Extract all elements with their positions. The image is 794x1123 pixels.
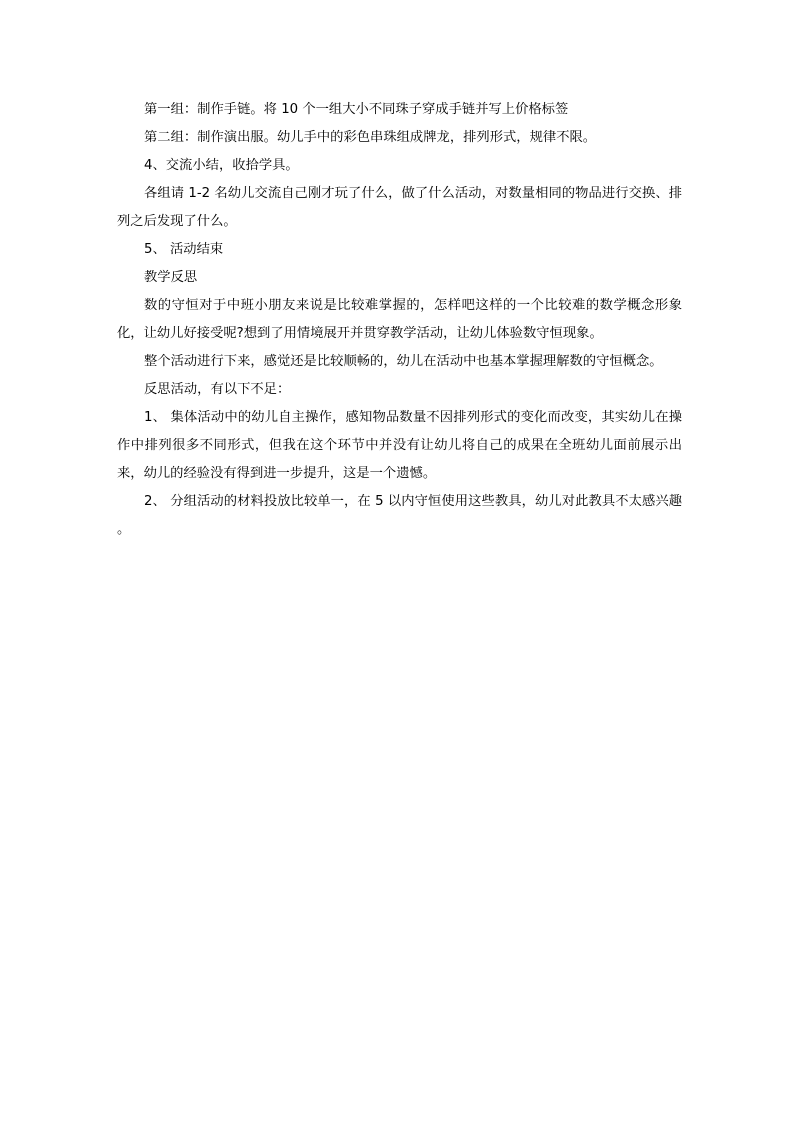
paragraph-reflection-intro: 数的守恒对于中班小朋友来说是比较难掌握的，怎样吧这样的一个比较难的数学概念形象化，让幼儿好接受呢?想到了用情境展开并贯穿教学活动，让幼儿体验数守恒现象。 (117, 298, 682, 341)
paragraph-step-4-detail: 各组请 1-2 名幼儿交流自己刚才玩了什么，做了什么活动，对数量相同的物品进行交换、排列之后发现了什么。 (117, 186, 682, 229)
paragraph-step-4: 4、交流小结，收拾学具。 (144, 158, 299, 173)
paragraph-shortcoming-2: 2、 分组活动的材料投放比较单一，在 5 以内守恒使用这些教具，幼儿对此教具不太感兴趣 。 (117, 494, 682, 537)
paragraph-step-5: 5、 活动结束 (144, 242, 224, 257)
paragraph-shortcomings-lead: 反思活动，有以下不足： (144, 382, 291, 397)
section-heading-reflection: 教学反思 (144, 270, 198, 285)
paragraph-group-one: 第一组：制作手链。将 10 个一组大小不同珠子穿成手链并写上价格标签 (144, 102, 569, 117)
paragraph-group-two: 第二组：制作演出服。幼儿手中的彩色串珠组成牌龙，排列形式，规律不限。 (144, 130, 597, 145)
document-body (117, 96, 682, 544)
paragraph-reflection-overall: 整个活动进行下来，感觉还是比较顺畅的，幼儿在活动中也基本掌握理解数的守恒概念。 (144, 354, 663, 369)
paragraph-shortcoming-1: 1、 集体活动中的幼儿自主操作，感知物品数量不因排列形式的变化而改变，其实幼儿在操作中排列很多不同形式，但我在这个环节中并没有让幼儿将自己的成果在全班幼儿面前展示出来，幼儿的经验没有得到进一步提升，这是一个遗憾。 (117, 410, 682, 481)
